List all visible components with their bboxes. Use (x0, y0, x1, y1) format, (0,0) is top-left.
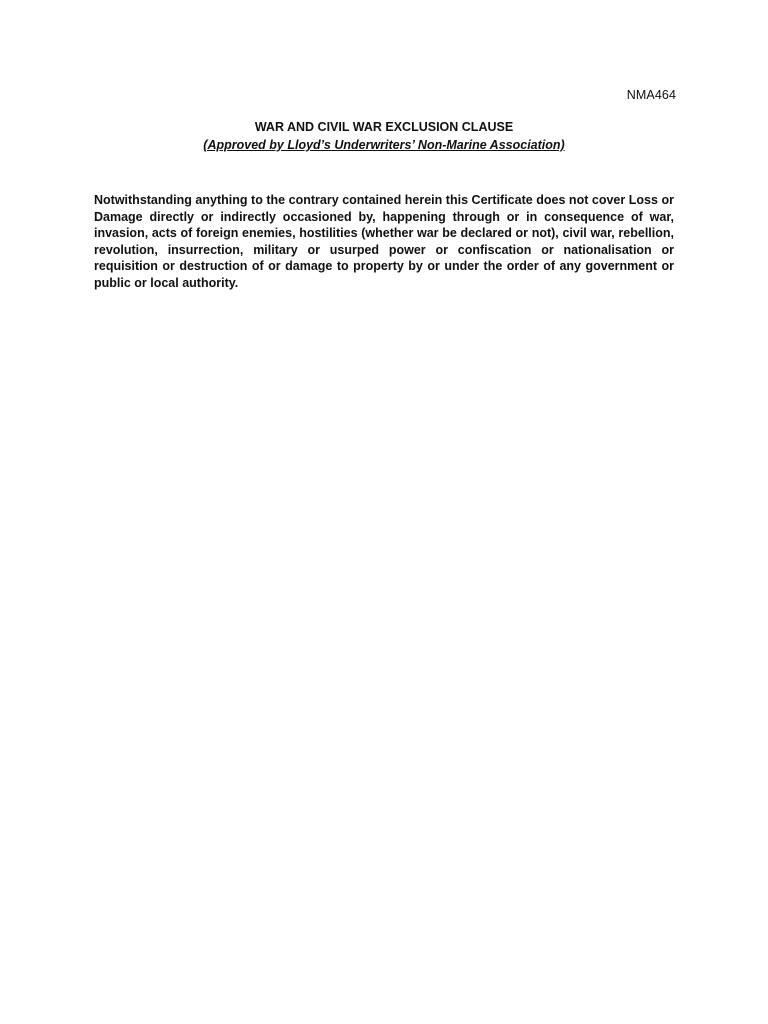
clause-subtitle: (Approved by Lloyd’s Underwriters’ Non-Marine Association) (203, 138, 565, 152)
clause-title: WAR AND CIVIL WAR EXCLUSION CLAUSE (254, 120, 514, 134)
clause-body: Notwithstanding anything to the contrary contained herein this Certificate does not cover Loss or Damage directly or indirectly occasioned by, happening through or in consequence of war, invasion, acts of foreign enemies, hostilities (whether war be declared or not), civil war, rebellion, revolution, insurrection, military or usurped power or confiscation or nationalisation or requisition or destruction of or damage to property by or under the order of any government or public or local authority. (94, 193, 674, 290)
title-block (94, 118, 674, 154)
document-reference: NMA464 (626, 88, 676, 102)
